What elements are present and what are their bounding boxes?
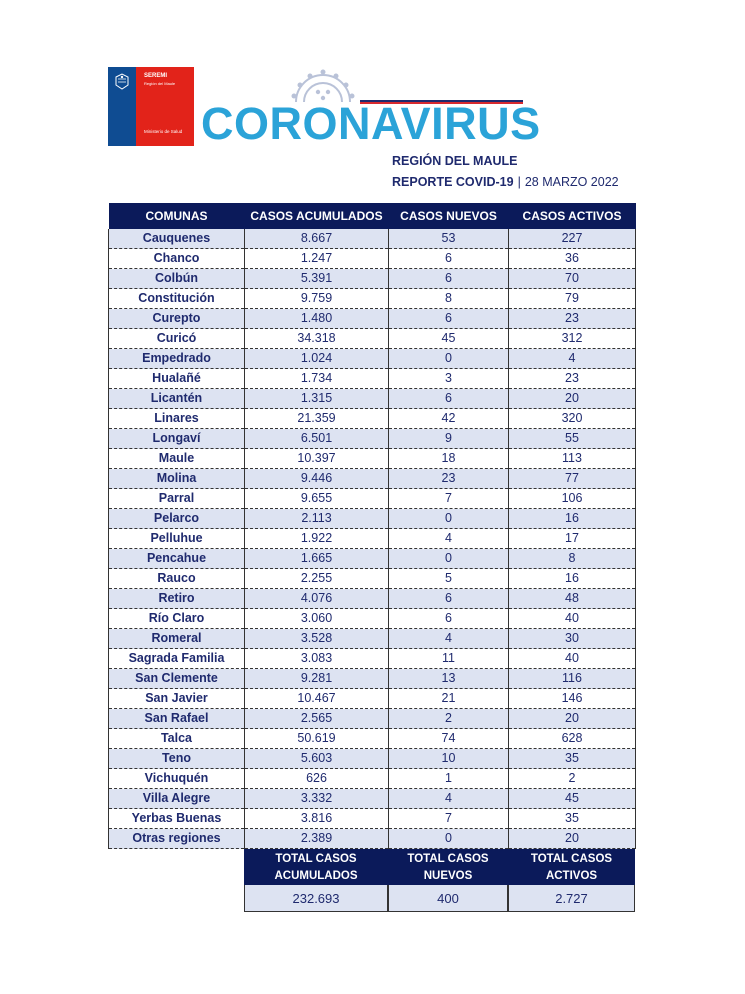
comuna-cell: San Rafael — [109, 709, 245, 729]
comuna-cell: San Clemente — [109, 669, 245, 689]
casos-acumulados-cell: 10.467 — [245, 689, 389, 709]
casos-activos-cell: 55 — [509, 429, 636, 449]
page-title: CORONAVIRUS — [201, 98, 541, 149]
total-nuevos-label — [388, 849, 508, 885]
col-casos-activos: CASOS ACTIVOS — [509, 203, 636, 229]
casos-activos-cell: 23 — [509, 369, 636, 389]
casos-nuevos-cell: 21 — [389, 689, 509, 709]
casos-nuevos-cell: 0 — [389, 349, 509, 369]
casos-nuevos-cell: 18 — [389, 449, 509, 469]
casos-acumulados-cell: 9.759 — [245, 289, 389, 309]
casos-nuevos-cell: 11 — [389, 649, 509, 669]
comuna-cell: Pelarco — [109, 509, 245, 529]
casos-activos-cell: 30 — [509, 629, 636, 649]
casos-acumulados-cell: 3.332 — [245, 789, 389, 809]
region-label: REGIÓN DEL MAULE — [392, 154, 518, 168]
casos-acumulados-cell: 2.389 — [245, 829, 389, 849]
casos-acumulados-cell: 2.113 — [245, 509, 389, 529]
casos-activos-cell: 70 — [509, 269, 636, 289]
casos-nuevos-cell: 6 — [389, 389, 509, 409]
casos-nuevos-cell: 2 — [389, 709, 509, 729]
table-row — [109, 449, 636, 469]
table-row — [109, 509, 636, 529]
casos-acumulados-cell: 4.076 — [245, 589, 389, 609]
comuna-cell: Maule — [109, 449, 245, 469]
casos-nuevos-cell: 4 — [389, 789, 509, 809]
comuna-cell: Longaví — [109, 429, 245, 449]
comuna-cell: Colbún — [109, 269, 245, 289]
casos-activos-cell: 48 — [509, 589, 636, 609]
casos-activos-cell: 16 — [509, 569, 636, 589]
casos-activos-cell: 106 — [509, 489, 636, 509]
table-row — [109, 469, 636, 489]
comuna-cell: Linares — [109, 409, 245, 429]
totals-values — [244, 885, 635, 912]
comuna-cell: Otras regiones — [109, 829, 245, 849]
casos-nuevos-cell: 6 — [389, 249, 509, 269]
report-line — [392, 175, 619, 189]
casos-activos-cell: 79 — [509, 289, 636, 309]
total-nuevos-label-line2: NUEVOS — [423, 870, 473, 882]
table-row — [109, 429, 636, 449]
casos-acumulados-cell: 3.060 — [245, 609, 389, 629]
casos-activos-cell: 17 — [509, 529, 636, 549]
totals-header — [244, 849, 635, 885]
comuna-cell: Sagrada Familia — [109, 649, 245, 669]
casos-activos-cell: 20 — [509, 829, 636, 849]
casos-acumulados-cell: 50.619 — [245, 729, 389, 749]
total-nuevos-label-line1: TOTAL CASOS — [407, 853, 489, 865]
casos-nuevos-cell: 45 — [389, 329, 509, 349]
casos-nuevos-cell: 10 — [389, 749, 509, 769]
totals-block — [244, 849, 635, 912]
total-acumulados-label — [244, 849, 388, 885]
casos-nuevos-cell: 9 — [389, 429, 509, 449]
logo-ministry-text: Ministerio de Salud — [144, 129, 183, 134]
casos-nuevos-cell: 7 — [389, 489, 509, 509]
casos-nuevos-cell: 6 — [389, 269, 509, 289]
casos-acumulados-cell: 8.667 — [245, 229, 389, 249]
casos-activos-cell: 16 — [509, 509, 636, 529]
casos-nuevos-cell: 53 — [389, 229, 509, 249]
comuna-cell: Pencahue — [109, 549, 245, 569]
total-activos-label-line1: TOTAL CASOS — [530, 853, 613, 865]
col-comunas: COMUNAS — [109, 203, 245, 229]
report-separator: | — [517, 175, 521, 189]
comuna-cell: Talca — [109, 729, 245, 749]
casos-acumulados-cell: 9.655 — [245, 489, 389, 509]
casos-acumulados-cell: 6.501 — [245, 429, 389, 449]
casos-activos-cell: 312 — [509, 329, 636, 349]
casos-activos-cell: 20 — [509, 389, 636, 409]
logo-region-text: Región del Maule — [144, 81, 176, 86]
total-activos-value: 2.727 — [508, 885, 635, 912]
casos-nuevos-cell: 0 — [389, 829, 509, 849]
total-acumulados-label-line2: ACUMULADOS — [274, 870, 358, 882]
comuna-cell: Curicó — [109, 329, 245, 349]
casos-acumulados-cell: 1.247 — [245, 249, 389, 269]
comuna-cell: Parral — [109, 489, 245, 509]
table-row — [109, 249, 636, 269]
table-row — [109, 789, 636, 809]
comuna-cell: Río Claro — [109, 609, 245, 629]
casos-activos-cell: 20 — [509, 709, 636, 729]
casos-acumulados-cell: 9.446 — [245, 469, 389, 489]
casos-nuevos-cell: 13 — [389, 669, 509, 689]
casos-nuevos-cell: 42 — [389, 409, 509, 429]
table-row — [109, 649, 636, 669]
table-row — [109, 669, 636, 689]
casos-nuevos-cell: 74 — [389, 729, 509, 749]
table-row — [109, 409, 636, 429]
casos-acumulados-cell: 1.024 — [245, 349, 389, 369]
casos-nuevos-cell: 8 — [389, 289, 509, 309]
casos-activos-cell: 35 — [509, 809, 636, 829]
table-header-row — [109, 203, 636, 229]
casos-activos-cell: 36 — [509, 249, 636, 269]
total-acumulados-value: 232.693 — [244, 885, 388, 912]
comuna-cell: Rauco — [109, 569, 245, 589]
total-nuevos-value: 400 — [388, 885, 508, 912]
table-row — [109, 309, 636, 329]
table-row — [109, 629, 636, 649]
table-row — [109, 269, 636, 289]
seremi-logo — [108, 67, 194, 146]
comuna-cell: Vichuquén — [109, 769, 245, 789]
table-row — [109, 229, 636, 249]
casos-nuevos-cell: 0 — [389, 549, 509, 569]
casos-activos-cell: 35 — [509, 749, 636, 769]
casos-acumulados-cell: 1.315 — [245, 389, 389, 409]
casos-acumulados-cell: 5.603 — [245, 749, 389, 769]
chile-crest-icon — [108, 71, 136, 93]
casos-activos-cell: 40 — [509, 649, 636, 669]
casos-nuevos-cell: 0 — [389, 509, 509, 529]
casos-activos-cell: 77 — [509, 469, 636, 489]
casos-nuevos-cell: 4 — [389, 629, 509, 649]
table-row — [109, 549, 636, 569]
casos-acumulados-cell: 10.397 — [245, 449, 389, 469]
report-date: 28 MARZO 2022 — [524, 175, 619, 189]
casos-acumulados-cell: 3.528 — [245, 629, 389, 649]
casos-acumulados-cell: 34.318 — [245, 329, 389, 349]
casos-activos-cell: 4 — [509, 349, 636, 369]
comuna-cell: Teno — [109, 749, 245, 769]
comuna-cell: Empedrado — [109, 349, 245, 369]
comuna-cell: Licantén — [109, 389, 245, 409]
table-row — [109, 589, 636, 609]
comuna-cell: Constitución — [109, 289, 245, 309]
col-casos-nuevos: CASOS NUEVOS — [389, 203, 509, 229]
casos-activos-cell: 23 — [509, 309, 636, 329]
comuna-cell: Molina — [109, 469, 245, 489]
casos-acumulados-cell: 5.391 — [245, 269, 389, 289]
col-casos-acumulados: CASOS ACUMULADOS — [245, 203, 389, 229]
casos-acumulados-cell: 626 — [245, 769, 389, 789]
casos-acumulados-cell: 1.480 — [245, 309, 389, 329]
casos-acumulados-cell: 3.083 — [245, 649, 389, 669]
table-row — [109, 829, 636, 849]
casos-nuevos-cell: 7 — [389, 809, 509, 829]
table-row — [109, 609, 636, 629]
casos-acumulados-cell: 2.255 — [245, 569, 389, 589]
table-row — [109, 709, 636, 729]
table-row — [109, 489, 636, 509]
logo-seremi-text: SEREMI — [144, 73, 168, 79]
table-row — [109, 569, 636, 589]
report-label: REPORTE COVID-19 — [392, 175, 514, 189]
casos-nuevos-cell: 5 — [389, 569, 509, 589]
casos-nuevos-cell: 6 — [389, 609, 509, 629]
table-row — [109, 289, 636, 309]
total-activos-label — [508, 849, 635, 885]
logo-blue-panel — [108, 67, 136, 146]
casos-activos-cell: 40 — [509, 609, 636, 629]
casos-acumulados-cell: 1.665 — [245, 549, 389, 569]
casos-activos-cell: 320 — [509, 409, 636, 429]
comuna-cell: Yerbas Buenas — [109, 809, 245, 829]
table-row — [109, 389, 636, 409]
casos-nuevos-cell: 1 — [389, 769, 509, 789]
cases-table — [108, 203, 636, 849]
total-acumulados-label-line1: TOTAL CASOS — [275, 853, 357, 865]
casos-acumulados-cell: 2.565 — [245, 709, 389, 729]
comuna-cell: Pelluhue — [109, 529, 245, 549]
casos-acumulados-cell: 3.816 — [245, 809, 389, 829]
comuna-cell: Hualañé — [109, 369, 245, 389]
comuna-cell: Romeral — [109, 629, 245, 649]
casos-activos-cell: 8 — [509, 549, 636, 569]
casos-nuevos-cell: 6 — [389, 309, 509, 329]
table-row — [109, 349, 636, 369]
casos-activos-cell: 628 — [509, 729, 636, 749]
table-row — [109, 729, 636, 749]
casos-activos-cell: 113 — [509, 449, 636, 469]
casos-acumulados-cell: 1.922 — [245, 529, 389, 549]
comuna-cell: Chanco — [109, 249, 245, 269]
comuna-cell: Cauquenes — [109, 229, 245, 249]
table-row — [109, 769, 636, 789]
total-activos-label-line2: ACTIVOS — [545, 870, 598, 882]
casos-acumulados-cell: 9.281 — [245, 669, 389, 689]
comuna-cell: Villa Alegre — [109, 789, 245, 809]
table-row — [109, 529, 636, 549]
comuna-cell: Retiro — [109, 589, 245, 609]
table-row — [109, 329, 636, 349]
casos-activos-cell: 2 — [509, 769, 636, 789]
casos-activos-cell: 116 — [509, 669, 636, 689]
table-row — [109, 809, 636, 829]
casos-nuevos-cell: 23 — [389, 469, 509, 489]
casos-nuevos-cell: 3 — [389, 369, 509, 389]
casos-acumulados-cell: 21.359 — [245, 409, 389, 429]
casos-nuevos-cell: 6 — [389, 589, 509, 609]
comuna-cell: Curepto — [109, 309, 245, 329]
table-body — [109, 229, 636, 849]
casos-nuevos-cell: 4 — [389, 529, 509, 549]
table-row — [109, 749, 636, 769]
table-row — [109, 369, 636, 389]
casos-activos-cell: 45 — [509, 789, 636, 809]
comuna-cell: San Javier — [109, 689, 245, 709]
casos-activos-cell: 146 — [509, 689, 636, 709]
casos-activos-cell: 227 — [509, 229, 636, 249]
table-row — [109, 689, 636, 709]
casos-acumulados-cell: 1.734 — [245, 369, 389, 389]
